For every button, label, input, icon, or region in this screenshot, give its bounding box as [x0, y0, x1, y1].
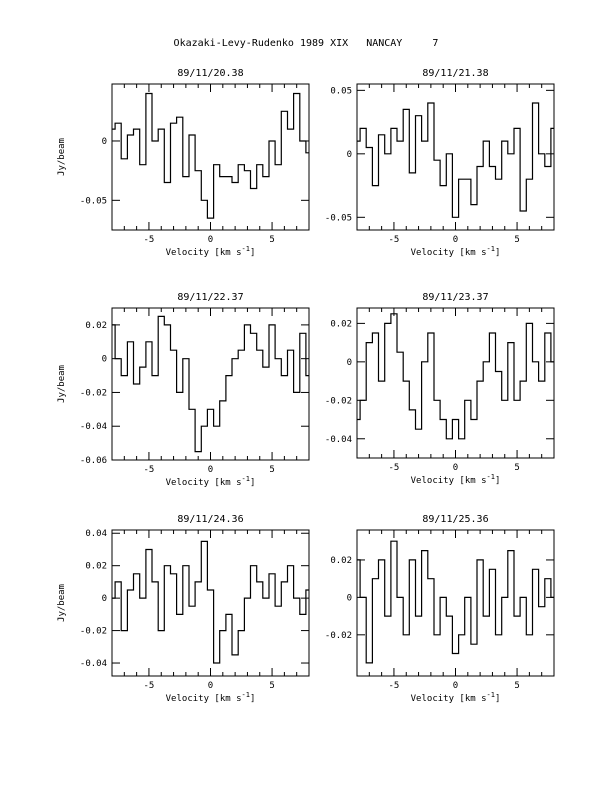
y-tick-label: -0.02: [324, 396, 352, 407]
chart-panel-5: [57, 514, 309, 704]
y-tick-label: 0: [346, 357, 352, 368]
y-tick-label: -0.02: [324, 630, 352, 641]
y-tick-label: -0.05: [324, 213, 352, 224]
page-title: Okazaki-Levy-Rudenko 1989 XIX NANCAY 7: [173, 38, 439, 49]
x-tick-label: 0: [452, 681, 459, 691]
x-axis-label: Velocity [km $s^{-1}$]: [410, 473, 501, 486]
spectrum-line: [112, 316, 309, 451]
y-tick-label: 0: [346, 149, 352, 160]
y-tick-label: -0.05: [79, 196, 107, 207]
y-axis-label: Jy/beam: [57, 584, 67, 622]
spectrum-line: [357, 541, 554, 663]
x-tick-label: 5: [269, 465, 275, 475]
spectrum-line: [357, 103, 554, 217]
x-tick-label: 5: [514, 235, 520, 245]
spectrum-line: [357, 314, 554, 439]
x-tick-label: -5: [143, 681, 155, 691]
plot-frame: [357, 84, 554, 230]
y-tick-label: 0.05: [330, 86, 352, 97]
plot-frame: [357, 308, 554, 458]
x-tick-label: -5: [143, 235, 155, 245]
x-tick-label: 0: [452, 235, 459, 245]
y-tick-label: 0.04: [85, 529, 107, 540]
y-tick-label: -0.02: [79, 388, 107, 399]
chart-title: 89/11/25.36: [422, 514, 489, 525]
y-tick-label: -0.06: [79, 456, 107, 466]
spectrum-line: [112, 94, 309, 219]
x-axis-label: Velocity [km $s^{-1}$]: [410, 245, 501, 258]
y-axis-label: Jy/beam: [57, 138, 67, 176]
y-tick-label: 0.02: [330, 319, 352, 330]
y-tick-label: 0.02: [85, 561, 107, 572]
y-axis-label: Jy/beam: [57, 365, 67, 403]
plot-frame: [112, 84, 309, 230]
x-tick-label: 0: [207, 465, 214, 475]
x-axis-label: Velocity [km $s^{-1}$]: [165, 691, 256, 704]
chart-title: 89/11/20.38: [177, 68, 244, 79]
y-tick-label: -0.04: [79, 659, 107, 670]
x-tick-label: 5: [514, 463, 520, 473]
chart-title: 89/11/24.36: [177, 514, 244, 525]
chart-panel-4: [325, 292, 554, 486]
y-tick-label: -0.04: [79, 422, 107, 433]
y-tick-label: 0: [346, 593, 352, 604]
chart-panel-3: [57, 292, 309, 488]
x-tick-label: 0: [207, 681, 214, 691]
x-tick-label: -5: [388, 463, 400, 473]
y-tick-label: 0: [101, 354, 107, 365]
y-tick-label: 0.02: [85, 320, 107, 331]
x-tick-label: -5: [388, 681, 400, 691]
x-tick-label: 0: [207, 235, 214, 245]
spectrum-line: [112, 541, 309, 663]
chart-title: 89/11/22.37: [177, 292, 244, 303]
x-tick-label: -5: [143, 465, 155, 475]
y-tick-label: -0.04: [324, 434, 352, 445]
x-tick-label: -5: [388, 235, 400, 245]
x-tick-label: 5: [269, 681, 275, 691]
chart-title: 89/11/21.38: [422, 68, 489, 79]
plot-frame: [112, 308, 309, 460]
y-tick-label: -0.02: [79, 626, 107, 637]
chart-panel-2: [325, 68, 554, 258]
y-tick-label: 0: [101, 594, 107, 605]
chart-title: 89/11/23.37: [422, 292, 489, 303]
x-axis-label: Velocity [km $s^{-1}$]: [410, 691, 501, 704]
y-tick-label: 0: [101, 136, 107, 147]
x-axis-label: Velocity [km $s^{-1}$]: [165, 475, 256, 488]
x-tick-label: 5: [269, 235, 275, 245]
x-tick-label: 0: [452, 463, 459, 473]
chart-panel-1: [57, 68, 309, 258]
x-tick-label: 5: [514, 681, 520, 691]
plot-frame: [112, 530, 309, 676]
y-tick-label: 0.02: [330, 555, 352, 566]
chart-panel-6: [325, 514, 554, 704]
x-axis-label: Velocity [km $s^{-1}$]: [165, 245, 256, 258]
